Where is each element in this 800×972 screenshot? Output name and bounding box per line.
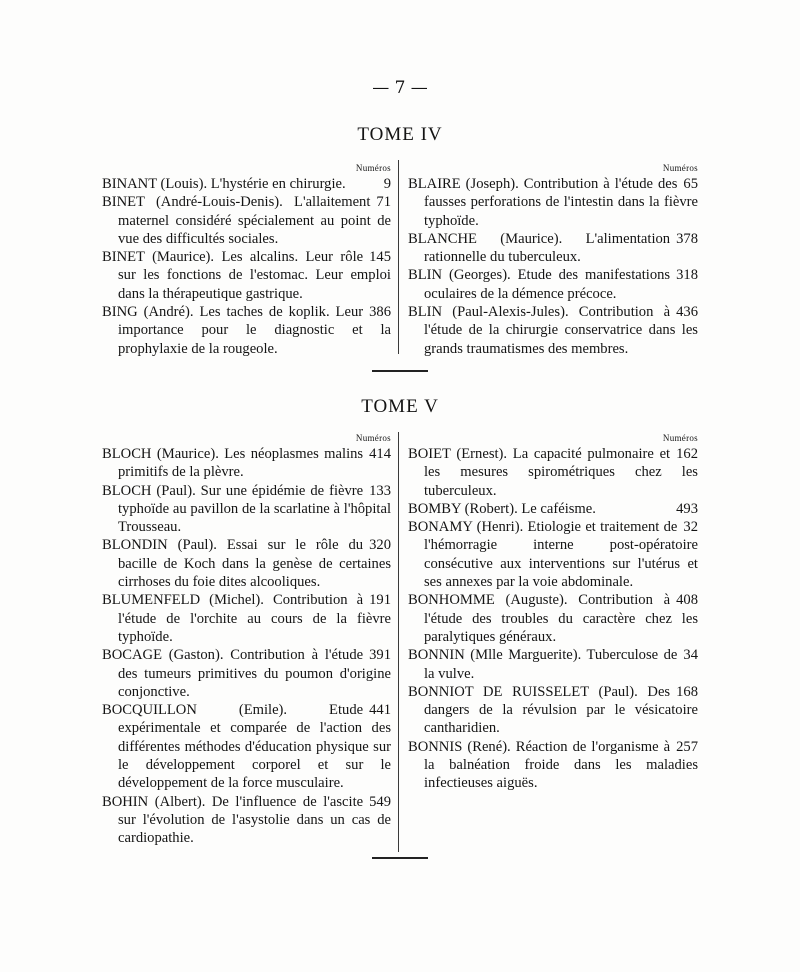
numeros-label: Numéros [662,163,698,173]
section-divider [372,857,428,859]
entry-text: BLIN (Paul-Alexis-Jules). Contribution à l'étude de la chirurgie conservatrice dans les grands traumatismes des membres. [408,304,698,357]
index-entry [408,175,698,230]
entry-text: BONAMY (Henri). Etiologie et traitement de l'hémorragie interne post-opératoire consécutive aux interventions sur l'utérus et ses annexes par la voie abdominale. [408,519,698,591]
index-entry [102,175,391,193]
entry-page: 391 [369,647,391,664]
index-entry [408,266,698,303]
entry-page: 408 [676,592,698,609]
entry-page: 257 [676,738,698,755]
entry-text: BINET (André-Louis-Denis). L'allaitement maternel considéré spécialement au point de vue des difficultés sociales. [102,194,391,247]
index-entry [408,500,698,518]
entry-text: BOMBY (Robert). Le caféisme. [408,500,596,517]
entry-page: 441 [369,702,391,719]
entry-text: BONNIS (René). Réaction de l'organisme à la balnéation froide dans les maladies infectieuses aiguës. [408,738,698,792]
entry-text: BONNIOT DE RUISSELET (Paul). Des dangers de la révulsion par le vésicatoire cantharidien. [408,683,698,737]
entry-page: 549 [369,793,391,810]
index-entry [102,793,391,848]
entry-text: BOCAGE (Gaston). Contribution à l'étude des tumeurs primitives du poumon d'origine conjonctive. [102,647,391,700]
tome-v-title: TOME V [361,396,439,417]
index-entry [102,303,391,358]
index-entry [102,646,391,701]
entry-page: 32 [683,519,698,536]
entry-page: 386 [369,304,391,321]
index-entry [408,591,698,646]
entry-page: 191 [369,592,391,609]
entry-page: 71 [376,194,391,211]
column-divider [398,432,399,852]
entry-page: 34 [683,647,698,664]
entry-text: BOHIN (Albert). De l'influence de l'ascite sur l'évolution de l'asystolie dans un cas de cardiopathie. [102,793,391,847]
index-entry [102,482,391,537]
entry-text: BLONDIN (Paul). Essai sur le rôle du bacille de Koch dans la genèse de certaines cirrhoses du foie dites alcooliques. [102,537,391,591]
index-entry [102,193,391,248]
index-entry [102,536,391,591]
entry-text: BLUMENFELD (Michel). Contribution à l'étude de l'orchite au cours de la fièvre typhoïde. [102,592,391,645]
entry-text: BOIET (Ernest). La capacité pulmonaire et les mesures spirométriques chez les tuberculeux. [408,446,698,499]
entry-page: 168 [676,683,698,700]
entry-page: 133 [369,482,391,499]
numeros-label: Numéros [355,163,391,173]
column-divider [398,160,399,354]
numeros-label: Numéros [662,433,698,443]
tome-iv-left-column [102,162,391,358]
entry-page: 318 [676,267,698,284]
section-divider [372,370,428,372]
index-entry [408,445,698,500]
entry-text: BLAIRE (Joseph). Contribution à l'étude des fausses perforations de l'intestin dans la fièvre typhoïde. [408,176,698,229]
index-entry [102,591,391,646]
index-entry [408,303,698,358]
tome-v-left-column [102,432,391,848]
entry-page: 65 [683,176,698,192]
index-entry [408,230,698,267]
entry-page: 320 [369,537,391,554]
numeros-label: Numéros [355,433,391,443]
entry-page: 145 [369,249,391,266]
index-entry [408,646,698,683]
entry-page: 162 [676,446,698,462]
entry-text: BLANCHE (Maurice). L'alimentation rationnelle du tuberculeux. [408,230,671,266]
tome-iv-title: TOME IV [357,124,443,145]
entry-page: 9 [383,176,391,192]
entry-page: 414 [369,446,391,462]
entry-text: BING (André). Les taches de koplik. Leur importance pour le diagnostic et la prophylaxie de la rougeole. [102,304,391,357]
index-entry [102,248,391,303]
entry-text: BINANT (Louis). L'hystérie en chirurgie. [102,176,346,192]
entry-text: BONHOMME (Auguste). Contribution à l'étude des troubles du caractère chez les paralytiques généraux. [408,592,698,645]
entry-page: 493 [676,500,698,517]
entry-page: 436 [676,304,698,321]
entry-text: BINET (Maurice). Les alcalins. Leur rôle sur les fonctions de l'estomac. Leur emploi dans la thérapeutique gastrique. [102,249,391,302]
index-entry [408,738,698,793]
page-number: — 7 — [372,78,428,98]
entry-text: BONNIN (Mlle Marguerite). Tuberculose de la vulve. [408,647,678,682]
index-entry [102,445,391,482]
entry-text: BLOCH (Maurice). Les néoplasmes malins primitifs de la plèvre. [102,446,364,481]
index-entry [102,701,391,792]
index-entry [408,518,698,591]
entry-page: 378 [676,230,698,247]
entry-text: BLIN (Georges). Etude des manifestations oculaires de la démence précoce. [408,267,671,302]
tome-v-right-column [408,432,698,793]
entry-text: BOCQUILLON (Emile). Etude expérimentale et comparée de l'action des différentes méthodes d'éducation physique sur le développement corporel et sur le développement de la force musculaire. [102,702,391,792]
entry-text: BLOCH (Paul). Sur une épidémie de fièvre typhoïde au pavillon de la scarlatine à l'hôpital Trousseau. [102,482,391,536]
index-entry [408,683,698,738]
tome-iv-right-column [408,162,698,358]
